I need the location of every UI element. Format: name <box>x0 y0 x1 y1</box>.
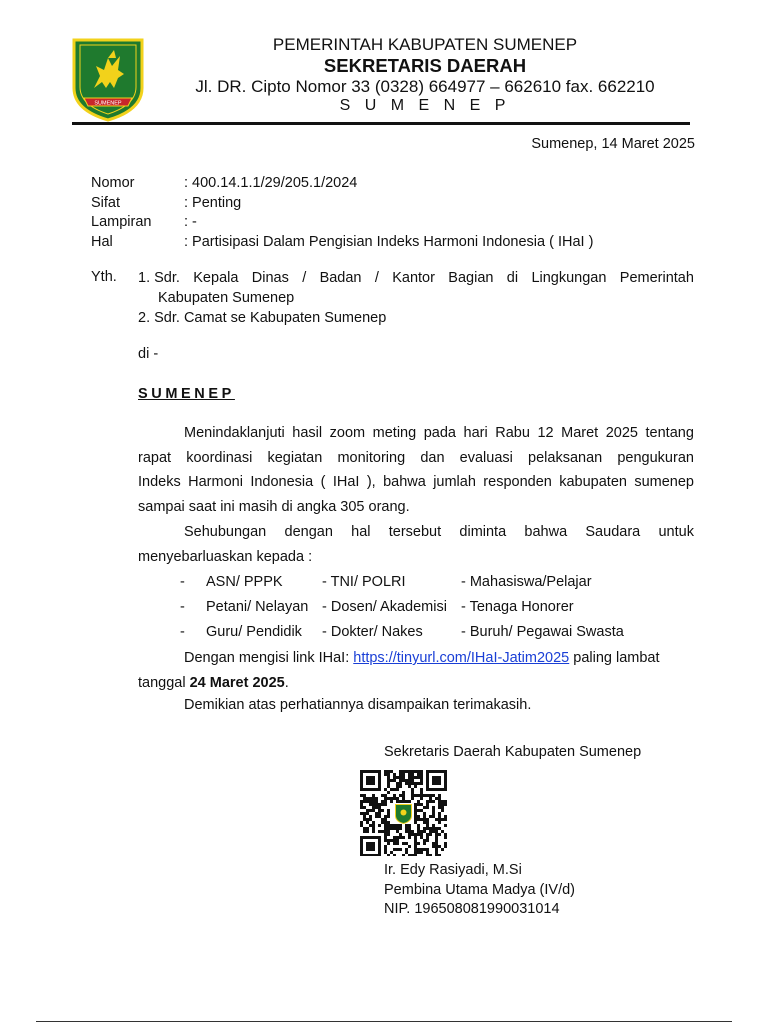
word: hasil <box>292 425 323 441</box>
page-bottom-line <box>36 1021 732 1022</box>
word: bahwa <box>383 474 426 490</box>
word: Menindaklanjuti <box>184 425 285 441</box>
paragraph-3-text: Dengan mengisi link IHaI: <box>184 650 354 666</box>
meta-value: : 400.14.1.1/29/205.1/2024 <box>184 175 358 191</box>
meta-key: Sifat <box>91 194 121 211</box>
word: dan <box>420 449 445 466</box>
recipient-2: 2. Sdr. Camat se Kabupaten Sumenep <box>138 310 387 326</box>
word: monitoring <box>337 449 406 466</box>
letterhead-government: PEMERINTAH KABUPATEN SUMENEP <box>272 35 578 54</box>
word: Bagian <box>448 270 494 286</box>
paragraph-1-line-3 <box>138 470 694 495</box>
word: Indeks <box>138 474 181 490</box>
list-dash: - <box>180 624 185 640</box>
survey-link[interactable]: https://tinyurl.com/IHaI-Jatim2025 <box>353 650 570 666</box>
paragraph-1-line-1 <box>138 421 694 446</box>
logo-ribbon-text: SUMENEP <box>94 100 122 107</box>
word: koordinasi <box>186 449 253 466</box>
list-dash: - <box>180 599 185 615</box>
word: sumenep <box>634 474 694 490</box>
word: kegiatan <box>267 449 323 466</box>
word: pengukuran <box>617 449 694 466</box>
paragraph-2-line-1 <box>138 520 694 545</box>
word: bahwa <box>524 524 568 540</box>
recipient-di: di - <box>138 346 159 362</box>
word: Dinas <box>251 270 289 286</box>
paragraph-3-text: . <box>284 674 289 691</box>
letter-date: Sumenep, 14 Maret 2025 <box>531 136 695 152</box>
letterhead-city: S U M E N E P <box>339 97 511 114</box>
regency-emblem-logo <box>70 36 146 122</box>
word: di <box>506 270 519 286</box>
word: diminta <box>459 524 507 540</box>
word: Lingkungan <box>531 270 607 286</box>
target-item: ASN/ PPPK <box>206 574 283 590</box>
word: tersebut <box>388 524 442 540</box>
deadline-date: 24 Maret 2025 <box>189 674 285 691</box>
word: rapat <box>138 449 172 466</box>
qr-code-signature <box>358 770 450 856</box>
word: ), <box>366 474 376 490</box>
word: Kantor <box>392 270 435 286</box>
list-dash: - <box>180 574 185 590</box>
paragraph-3-line-1 <box>138 646 694 671</box>
target-item: - Dokter/ Nakes <box>322 624 423 640</box>
word: 12 <box>537 425 554 441</box>
word: Sehubungan <box>184 524 267 540</box>
paragraph-3 <box>138 646 694 695</box>
word: Maret <box>561 425 599 441</box>
word: hal <box>351 524 371 540</box>
meta-value: : Partisipasi Dalam Pengisian Indeks Harmoni Indonesia ( IHaI ) <box>184 233 594 250</box>
word: Kepala <box>193 270 239 286</box>
target-item: - Buruh/ Pegawai Swasta <box>461 624 624 640</box>
meta-row-hal <box>91 233 593 253</box>
salutation-yth: Yth. <box>91 269 117 285</box>
letterhead-office: SEKRETARIS DAERAH <box>323 55 527 76</box>
word: Indonesia <box>250 474 314 490</box>
word: untuk <box>658 524 694 540</box>
recipient-1-line-1 <box>138 269 694 289</box>
word: pelaksanan <box>528 449 603 466</box>
signatory-nip: NIP. 196508081990031014 <box>384 901 560 917</box>
meta-value: : Penting <box>184 194 242 211</box>
recipient-1-line-2: Kabupaten Sumenep <box>158 289 295 306</box>
target-item: Guru/ Pendidik <box>206 624 302 640</box>
signatory-name: Ir. Edy Rasiyadi, M.Si <box>384 862 522 878</box>
paragraph-2 <box>138 520 694 569</box>
recipient-place: SUMENEP <box>138 386 235 402</box>
letterhead-address: Jl. DR. Cipto Nomor 33 (0328) 664977 – 662610 fax. 662210 <box>195 77 655 96</box>
letter-metadata <box>91 174 593 252</box>
meta-key: Lampiran <box>91 214 152 230</box>
paragraph-3-text: paling lambat <box>569 650 660 666</box>
word: Pemerintah <box>619 270 694 286</box>
word: meting <box>372 425 417 441</box>
word: hari <box>463 425 488 441</box>
paragraph-1 <box>138 421 694 519</box>
word: Rabu <box>495 425 530 441</box>
meta-key: Hal <box>91 233 113 250</box>
word: responden <box>483 474 552 490</box>
target-item: Petani/ Nelayan <box>206 599 309 615</box>
word: Badan <box>319 270 362 286</box>
word: 1. Sdr. <box>138 270 180 286</box>
word: IHaI <box>332 474 360 490</box>
closing-paragraph: Demikian atas perhatiannya disampaikan terimakasih. <box>184 697 532 713</box>
word: Saudara <box>585 524 641 540</box>
meta-row-lampiran <box>91 213 593 233</box>
word: pada <box>423 425 456 441</box>
meta-row-nomor <box>91 174 593 194</box>
target-item: - Tenaga Honorer <box>461 599 574 615</box>
paragraph-3-line-2 <box>138 671 694 696</box>
word: / <box>302 270 307 286</box>
word: tentang <box>645 425 694 441</box>
word: 2025 <box>605 425 638 441</box>
target-item: - Mahasiswa/Pelajar <box>461 574 592 590</box>
signatory-rank: Pembina Utama Madya (IV/d) <box>384 881 575 898</box>
paragraph-2-line-2: menyebarluaskan kepada : <box>138 548 313 565</box>
word: dengan <box>284 524 333 540</box>
word: ( <box>320 474 326 490</box>
meta-key: Nomor <box>91 175 135 191</box>
letterhead-divider <box>72 122 690 125</box>
word: / <box>374 270 379 286</box>
word: zoom <box>329 425 366 441</box>
paragraph-3-text: tanggal <box>138 674 190 691</box>
signatory-details <box>384 861 575 920</box>
paragraph-1-line-4: sampai saat ini masih di angka 305 orang. <box>138 498 410 515</box>
word: jumlah <box>433 474 476 490</box>
meta-value: : - <box>184 214 197 230</box>
meta-row-sifat <box>91 194 593 214</box>
target-item: - TNI/ POLRI <box>322 574 406 590</box>
word: evaluasi <box>459 449 513 466</box>
word: Harmoni <box>188 474 243 490</box>
signatory-title: Sekretaris Daerah Kabupaten Sumenep <box>384 744 642 760</box>
word: kabupaten <box>559 474 627 490</box>
recipient-1 <box>138 269 694 308</box>
paragraph-1-line-2 <box>138 446 694 471</box>
target-item: - Dosen/ Akademisi <box>322 599 447 615</box>
